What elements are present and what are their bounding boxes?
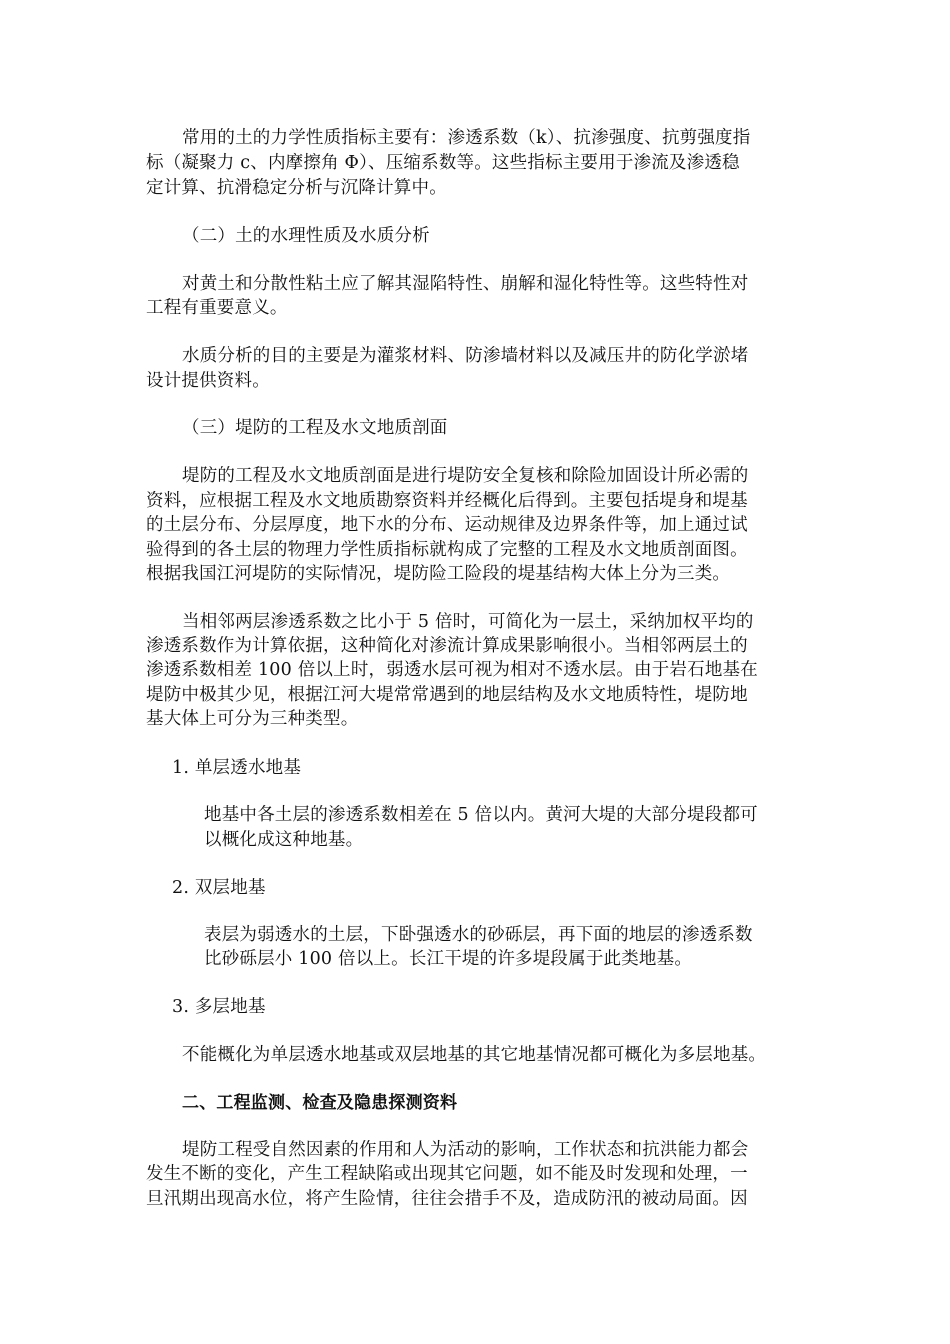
paragraph-line: 堤防的工程及水文地质剖面是进行堤防安全复核和除险加固设计所必需的 (182, 466, 749, 486)
list-item-title: 2. 双层地基 (172, 878, 266, 898)
paragraph-line: 当相邻两层渗透系数之比小于 5 倍时，可简化为一层土，采纳加权平均的 (182, 612, 754, 632)
paragraph-line: 标（凝聚力 c、内摩擦角 Φ）、压缩系数等。这些指标主要用于渗流及渗透稳 (146, 153, 740, 173)
paragraph-line: 验得到的各土层的物理力学性质指标就构成了完整的工程及水文地质剖面图。 (146, 540, 748, 560)
paragraph-line: 渗透系数相差 100 倍以上时，弱透水层可视为相对不透水层。由于岩石地基在 (146, 660, 758, 680)
paragraph-line: 旦汛期出现高水位，将产生险情，往往会措手不及，造成防汛的被动局面。因 (146, 1189, 748, 1209)
paragraph-line: 渗透系数作为计算依据，这种简化对渗流计算成果影响很小。当相邻两层土的 (146, 636, 748, 656)
paragraph-line: 水质分析的目的主要是为灌浆材料、防渗墙材料以及减压井的防化学淤堵 (182, 346, 749, 366)
list-item-body-line: 不能概化为单层透水地基或双层地基的其它地基情况都可概化为多层地基。 (182, 1045, 767, 1065)
paragraph-line: 堤防中极其少见，根据江河大堤常常遇到的地层结构及水文地质特性，堤防地 (146, 685, 748, 705)
section-heading: （三）堤防的工程及水文地质剖面 (182, 418, 448, 438)
paragraph-line: 资料，应根据工程及水文地质勘察资料并经概化后得到。主要包括堤身和堤基 (146, 491, 748, 511)
paragraph-line: 设计提供资料。 (146, 371, 270, 391)
paragraph-line: 根据我国江河堤防的实际情况，堤防险工险段的堤基结构大体上分为三类。 (146, 564, 731, 584)
paragraph-line: 工程有重要意义。 (146, 298, 288, 318)
list-item-title: 1. 单层透水地基 (172, 758, 302, 778)
paragraph-line: 发生不断的变化，产生工程缺陷或出现其它问题，如不能及时发现和处理，一 (146, 1164, 748, 1184)
paragraph-line: 定计算、抗滑稳定分析与沉降计算中。 (146, 178, 447, 198)
section-title: 二、工程监测、检查及隐患探测资料 (182, 1093, 458, 1113)
paragraph-line: 基大体上可分为三种类型。 (146, 709, 359, 729)
list-item-body-line: 表层为弱透水的土层，下卧强透水的砂砾层，再下面的地层的渗透系数 (204, 925, 753, 945)
paragraph-line: 堤防工程受自然因素的作用和人为活动的影响，工作状态和抗洪能力都会 (182, 1140, 749, 1160)
paragraph-line: 对黄土和分散性粘土应了解其湿陷特性、崩解和湿化特性等。这些特性对 (182, 274, 749, 294)
list-item-body-line: 地基中各土层的渗透系数相差在 5 倍以内。黄河大堤的大部分堤段都可 (204, 805, 758, 825)
section-heading: （二）土的水理性质及水质分析 (182, 226, 430, 246)
paragraph-line: 常用的土的力学性质指标主要有：渗透系数（k）、抗渗强度、抗剪强度指 (182, 128, 751, 148)
paragraph-line: 的土层分布、分层厚度，地下水的分布、运动规律及边界条件等，加上通过试 (146, 515, 748, 535)
list-item-title: 3. 多层地基 (172, 997, 266, 1017)
list-item-body-line: 比砂砾层小 100 倍以上。长江干堤的许多堤段属于此类地基。 (204, 949, 693, 969)
list-item-body-line: 以概化成这种地基。 (204, 830, 364, 850)
